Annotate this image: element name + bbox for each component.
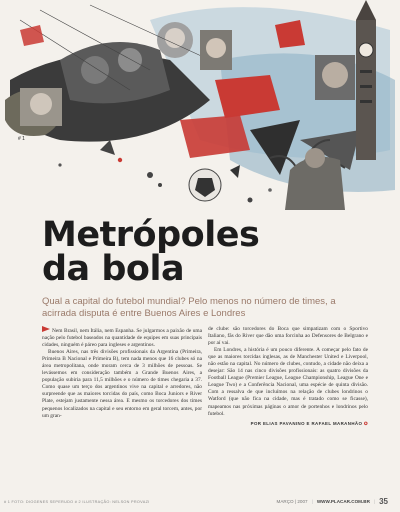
body-column-right — [208, 326, 368, 427]
website-link[interactable]: WWW.PLACAR.COM.BR — [316, 499, 370, 504]
separator: | — [311, 499, 313, 504]
paragraph-start-marker — [42, 326, 50, 332]
issue-date: MARÇO | 2007 — [276, 499, 308, 504]
collage-illustration — [0, 0, 400, 212]
footer-credits: # 1 FOTO: DIOGENES SEPERUDO # 2 ILUSTRAÇÃO: NELSON PROVAZI — [4, 500, 150, 504]
footer-folio — [277, 497, 388, 506]
article-deck: Qual a capital do futebol mundial? Pelo menos no número de times, a acirrada disputa é entre Buenos Aires e Londres — [42, 296, 336, 319]
page-number: 35 — [379, 497, 388, 506]
paragraph-4: Em Londres, a história é um pouco diferente. A começar pelo fato de que as maiores torcidas inglesas, as de Manchester United e Liverpool, não estão na capital. No número de clubes, contudo, a cidade não deixa a desejar: São 14 nas cinco divisões profissionais: as quatro divisões da Football League (Premier League, League Championship, League One e League Two) e a Conferência Nacional, uma espécie de quinta divisão. Com a ressalva de que incluímos na relação de clubes londrinos o Watford (que não fica na cidade, mas é tratado como se ficasse), mapeamos nas próximas páginas o amor de portenhos e londrinos pelo futebol. — [208, 347, 368, 417]
photo-credit-marker: # 1 — [18, 136, 25, 142]
paragraph-2: Buenos Aires, nas três divisões profissionais da Argentina (Primeira, Primeira B Nacional e Primeira B), tem nada menos que 16 clubes só na área metropolitana, onde moram cerca de 3 milhões de pessoas. Se levássemos em consideração também a Grande Buenos Aires, a população subiria para 11,5 milhões e o número de times chegaria a 37. Como quase um terço dos argentinos vive na capital e arredores, não surpreende que as maiores torcidas do país, como Boca Juniors e River Plate, estejam justamente nessa área. E mesmo os torcedores dos times pequenos localizados na capital e seu entorno em geral torcem, antes, por um gran- — [42, 349, 202, 419]
body-column-left — [42, 326, 202, 420]
headline-line-2: da bola — [42, 249, 185, 289]
end-mark-icon: ✪ — [363, 420, 368, 426]
article-byline: POR ELIAS PAVANINO E RAFAEL MARANHÃO ✪ — [250, 420, 368, 426]
paragraph-3: de clube: são torcedores do Boca que simpatizam com o Sportivo Italiano, fãs do River que dão uma forcinha ao Defensores de Belgrano e por aí vai. — [208, 326, 368, 347]
collage-artwork — [0, 0, 400, 212]
separator: | — [373, 499, 376, 504]
paragraph-1: Nem Brasil, nem Itália, nem Espanha. Se julgarmos a paixão de uma nação pelo futebol baseados na quantidade de equipes em suas principais cidades, ninguém é páreo para ingleses e argentinos. — [42, 328, 202, 349]
article-headline — [42, 215, 372, 289]
headline-line-1: Metrópoles — [42, 215, 260, 255]
